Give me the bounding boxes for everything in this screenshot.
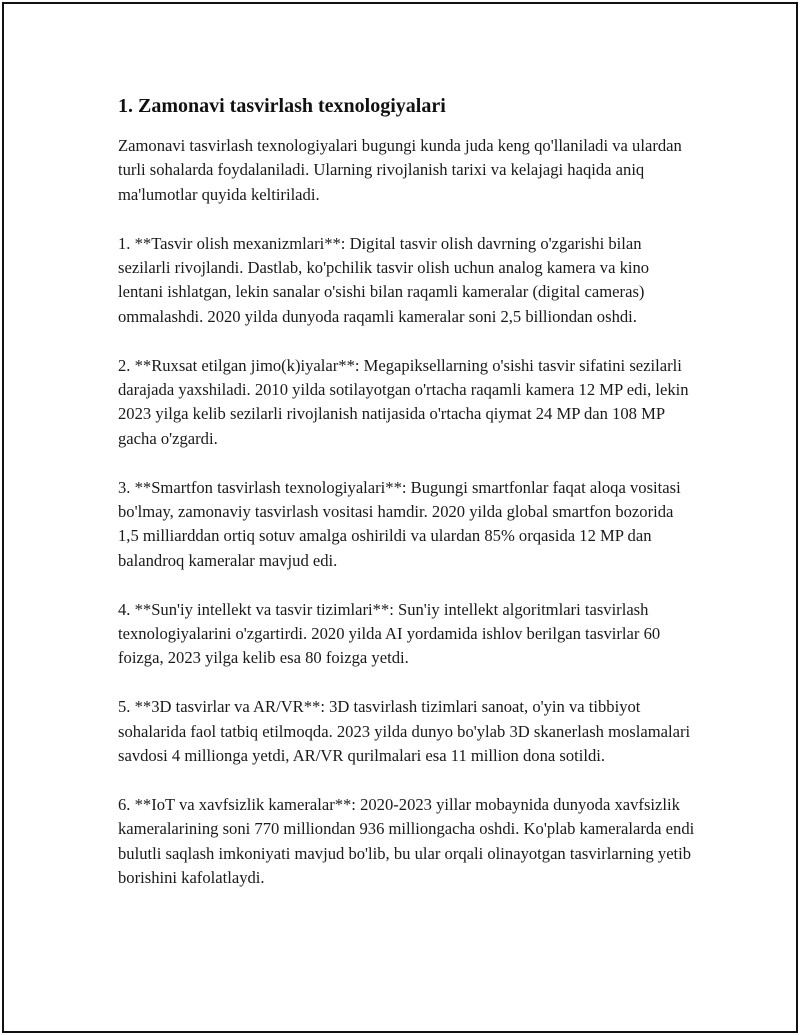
- intro-paragraph: Zamonavi tasvirlash texnologiyalari bugungi kunda juda keng qo'llaniladi va ulardan turli sohalarda foydalaniladi. Ularning rivojlanish tarixi va kelajagi haqida aniq ma'lumotlar quyida keltiriladi.: [118, 136, 682, 204]
- paragraph-iot-security: 6. **IoT va xavfsizlik kameralar**: 2020-2023 yillar mobaynida dunyoda xavfsizlik kameralarining soni 770 milliondan 936 milliongacha oshdi. Ko'plab kameralarda endi bulutli saqlash imkoniyati mavjud bo'lib, bu ular orqali olinayotgan tasvirlarning yetib borishini kafolatlaydi.: [118, 794, 695, 888]
- paragraph-smartphone: 3. **Smartfon tasvirlash texnologiyalari**: Bugungi smartfonlar faqat aloqa vositasi bo'lmay, zamonaviy tasvirlash vositasi hamdir. 2020 yilda global smartfon bozorida 1,5 milliarddan ortiq sotuv amalga oshirildi va ulardan 85% orqasida 12 MP dan balandroq kameralar mavjud edi.: [118, 477, 681, 570]
- paragraph-image-capture: 1. **Tasvir olish mexanizmlari**: Digital tasvir olish davrning o'zgarishi bilan sezilarli rivojlandi. Dastlab, ko'pchilik tasvir olish uchun analog kamera va kino lentani ishlatgan, lekin sanalar o'sishi bilan raqamli kameralar (digital cameras) ommalashdi. 2020 yilda dunyoda raqamli kameralar soni 2,5 billiondan oshdi.: [118, 233, 650, 326]
- paragraph-resolution: 2. **Ruxsat etilgan jimo(k)iyalar**: Megapiksellarning o'sishi tasvir sifatini sezilarli darajada yaxshiladi. 2010 yilda sotilayotgan o'rtacha raqamli kamera 12 MP edi, lekin 2023 yilga kelib sezilarli rivojlanish natijasida o'rtacha qiymat 24 MP dan 108 MP gacha o'zgardi.: [118, 355, 689, 448]
- paragraph-ai: 4. **Sun'iy intellekt va tasvir tizimlari**: Sun'iy intellekt algoritmlari tasvirlash texnologiyalarini o'zgartirdi. 2020 yilda AI yordamida ishlov berilgan tasvirlar 60 foizga, 2023 yilga kelib esa 80 foizga yetdi.: [118, 599, 661, 668]
- paragraph-3d-arvr: 5. **3D tasvirlar va AR/VR**: 3D tasvirlash tizimlari sanoat, o'yin va tibbiyot sohalarida faol tatbiq etilmoqda. 2023 yilda dunyo bo'ylab 3D skanerlash moslamalari savdosi 4 millionga yetdi, AR/VR qurilmalari esa 11 million dona sotildi.: [118, 697, 691, 766]
- document-body: [118, 92, 698, 915]
- section-heading: 1. Zamonavi tasvirlash texnologiyalari: [118, 95, 446, 117]
